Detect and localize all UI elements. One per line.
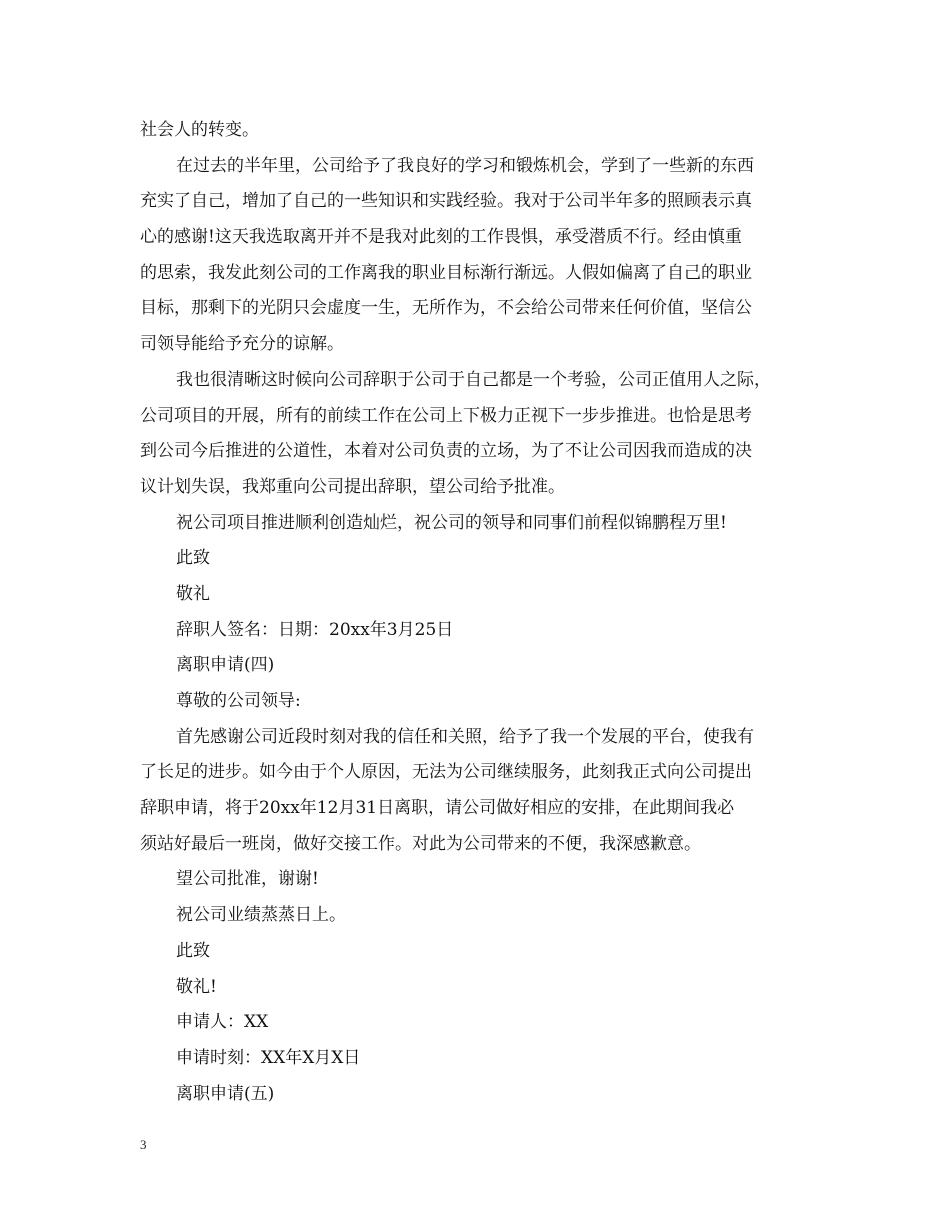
text-line: 目标，那剩下的光阴只会虚度一生，无所作为，不会给公司带来任何价值，坚信公 [140,298,752,319]
text-line: 祝公司项目推进顺利创造灿烂，祝公司的领导和同事们前程似锦鹏程万里! [176,512,727,533]
text-line: 的思索，我发此刻公司的工作离我的职业目标渐行渐远。人假如偏离了自己的职业 [140,262,752,283]
text-line: 充实了自己，增加了自己的一些知识和实践经验。我对于公司半年多的照顾表示真 [140,191,752,212]
text-line: 离职申请(四) [176,655,275,676]
text-line: 申请人：XX [176,1012,269,1033]
text-line: 首先感谢公司近段时刻对我的信任和关照，给予了我一个发展的平台，使我有 [176,726,754,747]
text-line: 须站好最后一班岗，做好交接工作。对此为公司带来的不便，我深感歉意。 [140,833,701,854]
text-line: 敬礼 [176,583,210,604]
text-line: 了长足的进步。如今由于个人原因，无法为公司继续服务，此刻我正式向公司提出 [140,762,752,783]
text-line: 社会人的转变。 [140,120,259,140]
text-line: 敬礼! [176,976,217,997]
text-line: 申请时刻：XX年X月X日 [176,1047,361,1068]
text-line: 望公司批准，谢谢! [176,869,319,890]
text-line: 离职申请(五) [176,1083,275,1104]
text-line: 辞职人签名：日期：20xx年3月25日 [176,619,454,640]
text-line: 辞职申请，将于20xx年12月31日离职，请公司做好相应的安排，在此期间我必 [140,798,735,819]
page-number: 3 [140,1137,147,1152]
text-line: 祝公司业绩蒸蒸日上。 [176,905,346,926]
text-line: 此致 [176,940,210,961]
text-line: 公司项目的开展，所有的前续工作在公司上下极力正视下一步步推进。也恰是思考 [140,405,752,426]
text-line: 到公司今后推进的公道性，本着对公司负责的立场，为了不让公司因我而造成的决 [140,441,752,462]
text-line: 心的感谢!这天我选取离开并不是我对此刻的工作畏惧，承受潜质不行。经由慎重 [140,227,742,248]
text-line: 在过去的半年里，公司给予了我良好的学习和锻炼机会，学到了一些新的东西 [176,155,754,176]
text-line: 议计划失误，我郑重向公司提出辞职，望公司给予批准。 [140,476,565,497]
text-line: 此致 [176,548,210,569]
document-body [140,113,820,1112]
text-line: 我也很清晰这时候向公司辞职于公司于自己都是一个考验，公司正值用人之际， [176,369,771,390]
text-line: 尊敬的公司领导: [176,691,301,711]
text-line: 司领导能给予充分的谅解。 [140,334,344,355]
